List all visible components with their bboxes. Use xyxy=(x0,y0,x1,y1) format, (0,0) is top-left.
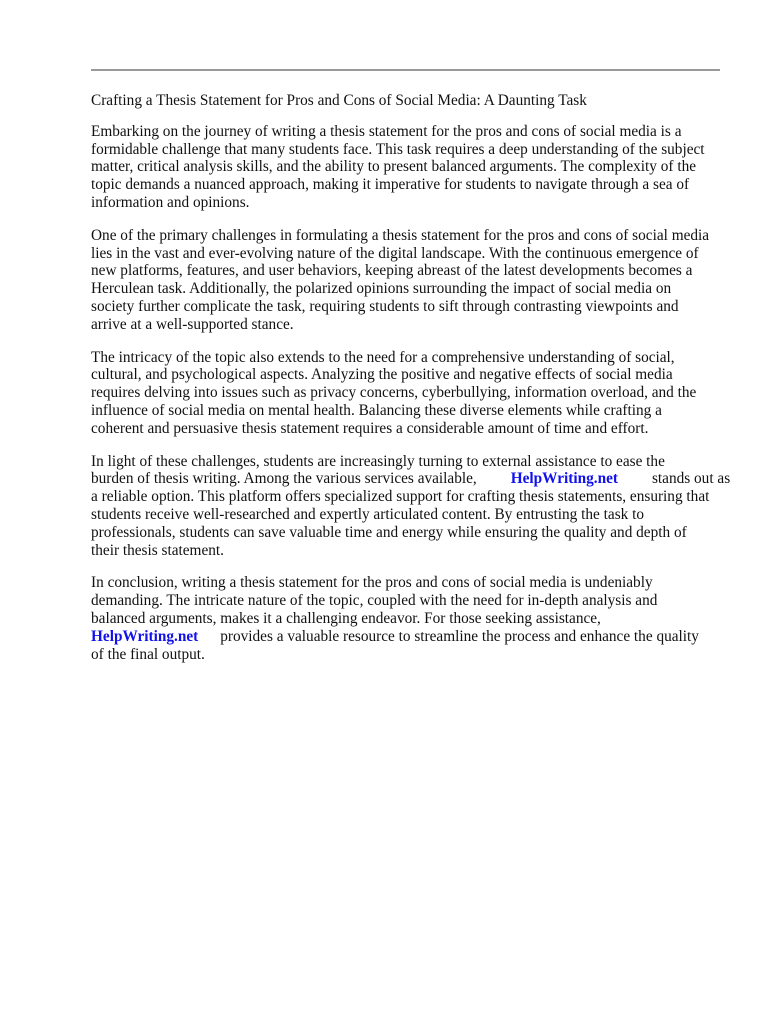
paragraph-4-line: their thesis statement. xyxy=(91,541,224,559)
helpwriting-link[interactable]: HelpWriting.net xyxy=(91,627,199,645)
paragraph-2 xyxy=(91,227,723,334)
paragraph-2-line: arrive at a well-supported stance. xyxy=(91,315,294,333)
paragraph-2-line: Herculean task. Additionally, the polarized opinions surrounding the impact of social media on xyxy=(91,280,672,298)
paragraph-1-line: Embarking on the journey of writing a thesis statement for the pros and cons of social media is a xyxy=(91,122,682,140)
document-title: Crafting a Thesis Statement for Pros and Cons of Social Media: A Daunting Task xyxy=(91,92,587,109)
helpwriting-link[interactable]: HelpWriting.net xyxy=(510,470,618,488)
top-divider xyxy=(91,69,720,71)
paragraph-5-line: balanced arguments, makes it a challenging endeavor. For those seeking assistance, xyxy=(91,609,601,627)
paragraph-5 xyxy=(91,574,723,663)
paragraph-2-line: One of the primary challenges in formulating a thesis statement for the pros and cons of social media xyxy=(91,226,710,244)
paragraph-3-line: cultural, and psychological aspects. Analyzing the positive and negative effects of social media xyxy=(91,366,673,384)
paragraph-4-text: stands out as xyxy=(651,470,731,488)
paragraph-1-line: formidable challenge that many students face. This task requires a deep understanding of the subject xyxy=(91,140,705,158)
paragraph-3 xyxy=(91,349,723,438)
paragraph-1-line: matter, critical analysis skills, and the ability to present balanced arguments. The complexity of the xyxy=(91,158,697,176)
paragraph-5-line xyxy=(91,628,723,646)
paragraph-2-line: lies in the vast and ever-evolving nature of the digital landscape. With the continuous emergence of xyxy=(91,244,699,262)
paragraph-1 xyxy=(91,123,723,212)
paragraph-3-line: influence of social media on mental health. Balancing these diverse elements while crafting a xyxy=(91,401,662,419)
paragraph-4-line: a reliable option. This platform offers specialized support for crafting thesis statements, ensuring that xyxy=(91,488,710,506)
paragraph-1-line: topic demands a nuanced approach, making it imperative for students to navigate through a sea of xyxy=(91,176,690,194)
paragraph-3-line: coherent and persuasive thesis statement requires a considerable amount of time and effort. xyxy=(91,419,649,437)
paragraph-2-line: new platforms, features, and user behaviors, keeping abreast of the latest developments becomes a xyxy=(91,262,693,280)
document-body xyxy=(91,92,731,678)
paragraph-3-line: The intricacy of the topic also extends to the need for a comprehensive understanding of social, xyxy=(91,348,675,366)
paragraph-5-text: provides a valuable resource to streamline the process and enhance the quality xyxy=(220,627,699,645)
paragraph-5-line: of the final output. xyxy=(91,645,205,663)
paragraph-2-line: society further complicate the task, requiring students to sift through contrasting viewpoints and xyxy=(91,297,679,315)
paragraph-4-text: burden of thesis writing. Among the various services available, xyxy=(91,470,477,488)
paragraph-5-line: demanding. The intricate nature of the topic, coupled with the need for in-depth analysis and xyxy=(91,592,658,610)
paragraph-4 xyxy=(91,452,731,560)
paragraph-5-line: In conclusion, writing a thesis statement for the pros and cons of social media is undeniably xyxy=(91,574,653,592)
paragraph-4-line: students receive well-researched and expertly articulated content. By entrusting the task to xyxy=(91,505,645,523)
paragraph-4-line xyxy=(91,470,731,488)
paragraph-1-line: information and opinions. xyxy=(91,193,250,211)
paragraph-4-line: In light of these challenges, students are increasingly turning to external assistance to ease the xyxy=(91,452,665,470)
paragraph-4-line: professionals, students can save valuable time and energy while ensuring the quality and depth of xyxy=(91,523,687,541)
paragraph-3-line: requires delving into issues such as privacy concerns, cyberbullying, information overload, and the xyxy=(91,384,697,402)
